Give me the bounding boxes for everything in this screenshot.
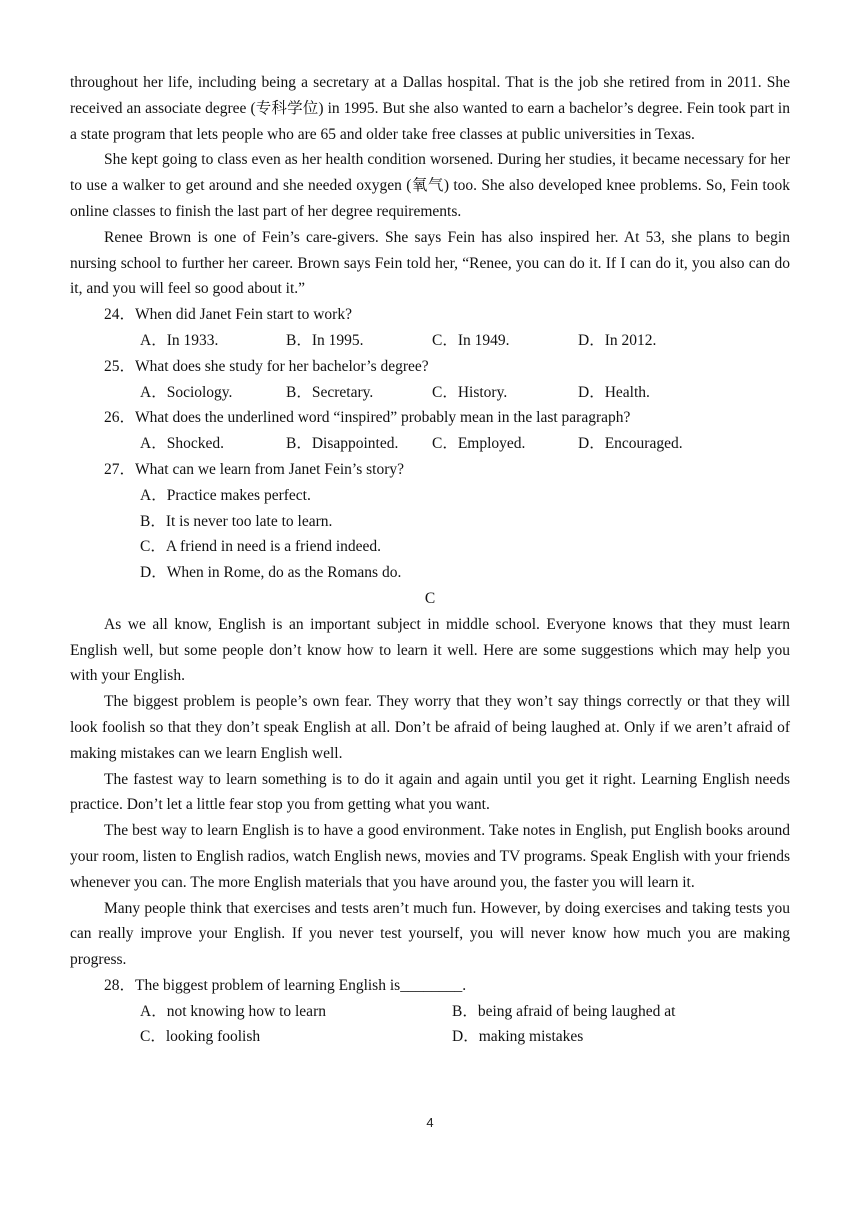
- passage-paragraph: The fastest way to learn something is to do it again and again until you get it right. Learning English needs practice. Don’t let a little fear stop you from getting what you want.: [70, 770, 790, 814]
- options-row: [140, 1024, 790, 1050]
- section-title: C: [424, 589, 436, 607]
- question-stem: 24．When did Janet Fein start to work?: [104, 306, 352, 324]
- option-c[interactable]: C．In 1949.: [432, 331, 510, 349]
- option-c[interactable]: C．looking foolish: [140, 1028, 261, 1046]
- question-25: [70, 354, 790, 406]
- passage-paragraph: She kept going to class even as her health condition worsened. During her studies, it became necessary for her to use a walker to get around and she needed oxygen (氧气) too. She also developed knee problems. So, Fein took online classes to finish the last part of her degree requirements.: [70, 151, 790, 220]
- option-d[interactable]: D．making mistakes: [452, 1028, 584, 1046]
- option-d[interactable]: D．Health.: [578, 383, 650, 401]
- option-a[interactable]: A．not knowing how to learn: [140, 1002, 326, 1020]
- passage-paragraph: Many people think that exercises and tests aren’t much fun. However, by doing exercises and taking tests you can really improve your English. If you never test yourself, you will never know how much you are making progress.: [70, 899, 790, 969]
- option-a[interactable]: A．In 1933.: [140, 331, 219, 349]
- passage-paragraph: throughout her life, including being a secretary at a Dallas hospital. That is the job she retired from in 2011. She received an associate degree (专科学位) in 1995. But she also wanted to earn a bachelor’s degree. Fein took part in a state program that lets people who are 65 and older take free classes at public universities in Texas.: [70, 74, 790, 143]
- option-b[interactable]: B．being afraid of being laughed at: [452, 1002, 676, 1020]
- question-stem: 26．What does the underlined word “inspired” probably mean in the last paragraph?: [104, 409, 631, 427]
- option-a[interactable]: A．Sociology.: [140, 383, 233, 401]
- option-a[interactable]: A．Shocked.: [140, 435, 224, 453]
- option-b[interactable]: B．It is never too late to learn.: [140, 512, 333, 530]
- option-d[interactable]: D．Encouraged.: [578, 435, 683, 453]
- question-26: [70, 405, 790, 457]
- page-number: 4: [426, 1115, 434, 1130]
- passage-paragraph: The best way to learn English is to have a good environment. Take notes in English, put English books around your room, listen to English radios, watch English news, movies and TV programs. Speak English with your friends whenever you can. The more English materials that you have around you, the faster you will learn it.: [70, 822, 790, 891]
- question-27: [70, 457, 790, 586]
- question-stem: 27．What can we learn from Janet Fein’s story?: [104, 460, 405, 478]
- passage-paragraph: Renee Brown is one of Fein’s care-givers. She says Fein has also inspired her. At 53, she plans to begin nursing school to further her career. Brown says Fein told her, “Renee, you can do it. If I can do it, you also can do it, and you will feel so good about it.”: [70, 228, 790, 298]
- option-c[interactable]: C．Employed.: [432, 435, 526, 453]
- question-stem-text: 28．The biggest problem of learning English is: [104, 976, 401, 994]
- question-stem-end: .: [462, 976, 467, 994]
- question-stem: 25．What does she study for her bachelor’s degree?: [104, 357, 429, 375]
- option-b[interactable]: B．Disappointed.: [286, 435, 399, 453]
- option-d[interactable]: D．In 2012.: [578, 331, 657, 349]
- question-24: [70, 302, 790, 354]
- question-28: [70, 973, 790, 1050]
- document-page: [70, 70, 790, 1050]
- option-a[interactable]: A．Practice makes perfect.: [140, 486, 311, 504]
- options-row: [140, 999, 790, 1025]
- option-c[interactable]: C．History.: [432, 383, 508, 401]
- option-d[interactable]: D．When in Rome, do as the Romans do.: [140, 564, 402, 582]
- passage-paragraph: As we all know, English is an important subject in middle school. Everyone knows that they must learn English well, but some people don’t know how to learn it well. Here are some suggestions which may help you with your English.: [70, 615, 790, 685]
- passage-paragraph: The biggest problem is people’s own fear. They worry that they won’t say things correctly or that they will look foolish so that they don’t speak English at all. Don’t be afraid of being laughed at. Only if we aren’t afraid of making mistakes can we learn English well.: [70, 693, 790, 762]
- options-row: [140, 328, 790, 354]
- options-row: [140, 431, 790, 457]
- answer-blank[interactable]: ________: [400, 976, 463, 994]
- option-c[interactable]: C．A friend in need is a friend indeed.: [140, 538, 382, 556]
- option-b[interactable]: B．Secretary.: [286, 383, 374, 401]
- option-b[interactable]: B．In 1995.: [286, 331, 364, 349]
- question-stem: [104, 973, 790, 999]
- options-row: [140, 380, 790, 406]
